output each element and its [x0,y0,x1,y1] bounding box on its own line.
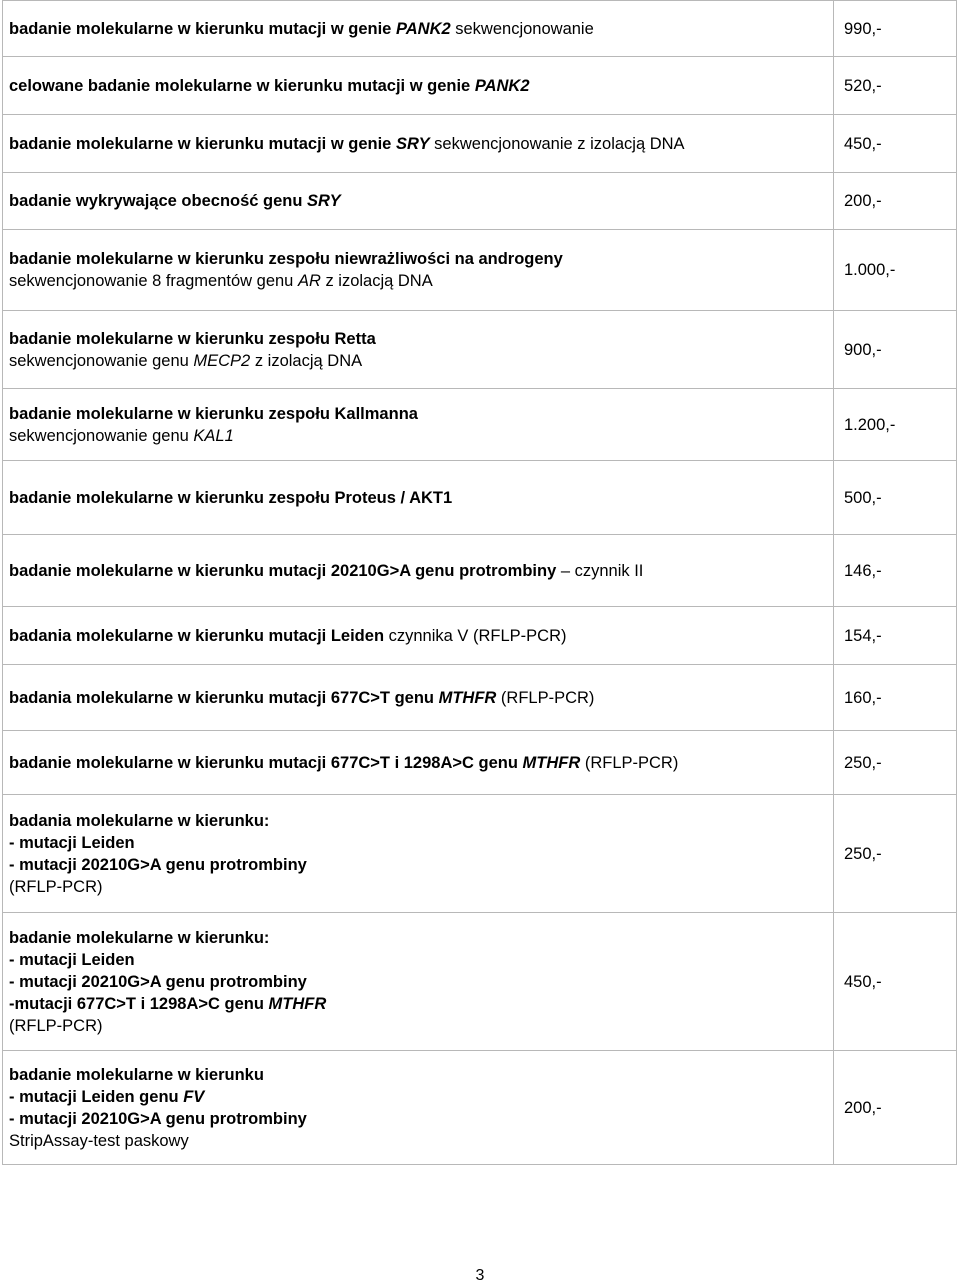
description-line [9,1064,827,1086]
test-description-cell [3,1,834,57]
test-description-cell [3,311,834,389]
text-segment: (RFLP-PCR) [9,877,103,896]
text-segment: sekwencjonowanie 8 fragmentów genu [9,272,298,290]
price-cell: 1.200,- [834,389,957,461]
table-row [3,795,957,913]
text-segment: badanie molekularne w kierunku zespołu Kallmanna [9,404,418,423]
price-cell: 1.000,- [834,230,957,311]
text-segment: badania molekularne w kierunku mutacji Leiden [9,626,385,645]
text-segment: (RFLP-PCR) [496,688,595,707]
table-row [3,230,957,311]
text-segment: - mutacji 20210G>A genu protrombiny [9,972,307,991]
text-segment: (RFLP-PCR) [9,1016,103,1035]
description-line [9,1015,827,1037]
text-segment: sekwencjonowanie genu [9,351,194,370]
text-segment: badanie molekularne w kierunku mutacji 20210G>A genu protrombiny [9,561,557,580]
text-segment: badania molekularne w kierunku: [9,811,270,830]
description-line [9,425,827,447]
description-line [9,190,827,212]
price-cell: 154,- [834,607,957,665]
description-line [9,687,827,709]
price-table-body [3,1,957,1165]
description-line [9,971,827,993]
description-line [9,328,827,350]
text-segment: - mutacji Leiden [9,833,135,852]
text-segment: badanie molekularne w kierunku mutacji 677C>T i 1298A>C genu [9,753,523,772]
table-row [3,461,957,535]
price-cell: 250,- [834,795,957,913]
description-line [9,560,827,582]
price-cell: 250,- [834,731,957,795]
description-line [9,403,827,425]
description-line [9,876,827,898]
description-line [9,927,827,949]
text-segment: badanie molekularne w kierunku mutacji w genie [9,19,396,38]
table-row [3,1051,957,1165]
text-segment: badanie molekularne w kierunku: [9,928,270,947]
test-description-cell [3,795,834,913]
text-segment: sekwencjonowanie z izolacją DNA [429,134,685,153]
text-segment: AR [297,272,321,290]
description-line [9,625,827,647]
description-line [9,1130,827,1152]
test-description-cell [3,461,834,535]
table-row [3,535,957,607]
price-cell: 520,- [834,57,957,115]
price-table [2,0,957,1165]
test-description-cell [3,389,834,461]
table-row [3,913,957,1051]
table-row [3,57,957,115]
price-cell: 990,- [834,1,957,57]
price-cell: 160,- [834,665,957,731]
description-line [9,949,827,971]
test-description-cell [3,173,834,230]
text-segment: z izolacją DNA [320,272,433,290]
text-segment: - mutacji Leiden [9,950,135,969]
text-segment: sekwencjonowanie genu [9,426,194,445]
description-line [9,133,827,155]
text-segment: MTHFR [268,994,327,1013]
text-segment: z izolacją DNA [250,351,363,370]
text-segment: MTHFR [522,753,581,772]
test-description-cell [3,230,834,311]
text-segment: badanie molekularne w kierunku [9,1065,264,1084]
text-segment: -mutacji 677C>T i 1298A>C genu [9,994,269,1013]
description-line [9,487,827,509]
description-line [9,854,827,876]
price-cell: 450,- [834,115,957,173]
price-cell: 900,- [834,311,957,389]
description-line [9,350,827,372]
description-line [9,248,827,270]
table-row [3,389,957,461]
test-description-cell [3,57,834,115]
text-segment: SRY [307,192,341,210]
table-row [3,1,957,57]
test-description-cell [3,731,834,795]
text-segment: badanie molekularne w kierunku zespołu Proteus / AKT1 [9,488,453,507]
description-line [9,1086,827,1108]
price-cell: 146,- [834,535,957,607]
description-line [9,75,827,97]
test-description-cell [3,535,834,607]
test-description-cell [3,665,834,731]
price-cell: 450,- [834,913,957,1051]
text-segment: KAL1 [193,426,234,445]
description-line [9,18,827,40]
table-row [3,311,957,389]
text-segment: (RFLP-PCR) [580,753,679,772]
text-segment: badanie wykrywające obecność genu [9,192,308,210]
text-segment: SRY [395,134,430,153]
test-description-cell [3,115,834,173]
price-cell: 200,- [834,1051,957,1165]
test-description-cell [3,607,834,665]
text-segment: PANK2 [395,19,451,38]
description-line [9,993,827,1015]
table-row [3,173,957,230]
text-segment: MTHFR [438,688,497,707]
description-line [9,832,827,854]
text-segment: sekwencjonowanie [450,19,594,38]
description-line [9,270,827,292]
text-segment: MECP2 [193,351,251,370]
text-segment: badanie molekularne w kierunku zespołu Retta [9,329,376,348]
text-segment: badanie molekularne w kierunku zespołu niewrażliwości na androgeny [9,250,563,268]
text-segment: PANK2 [474,76,530,95]
table-row [3,607,957,665]
test-description-cell [3,1051,834,1165]
price-cell: 200,- [834,173,957,230]
table-row [3,665,957,731]
text-segment: FV [183,1087,205,1106]
text-segment: - mutacji Leiden genu [9,1087,184,1106]
text-segment: StripAssay-test paskowy [9,1131,189,1150]
table-row [3,115,957,173]
text-segment: – czynnik II [556,561,644,580]
description-line [9,810,827,832]
text-segment: celowane badanie molekularne w kierunku mutacji w genie [9,76,475,95]
table-row [3,731,957,795]
text-segment: - mutacji 20210G>A genu protrombiny [9,1109,307,1128]
description-line [9,752,827,774]
text-segment: badanie molekularne w kierunku mutacji w genie [9,134,396,153]
text-segment: badania molekularne w kierunku mutacji 677C>T genu [9,688,439,707]
price-cell: 500,- [834,461,957,535]
text-segment: czynnika V (RFLP-PCR) [384,626,567,645]
description-line [9,1108,827,1130]
text-segment: - mutacji 20210G>A genu protrombiny [9,855,307,874]
page-number: 3 [475,1267,485,1284]
test-description-cell [3,913,834,1051]
